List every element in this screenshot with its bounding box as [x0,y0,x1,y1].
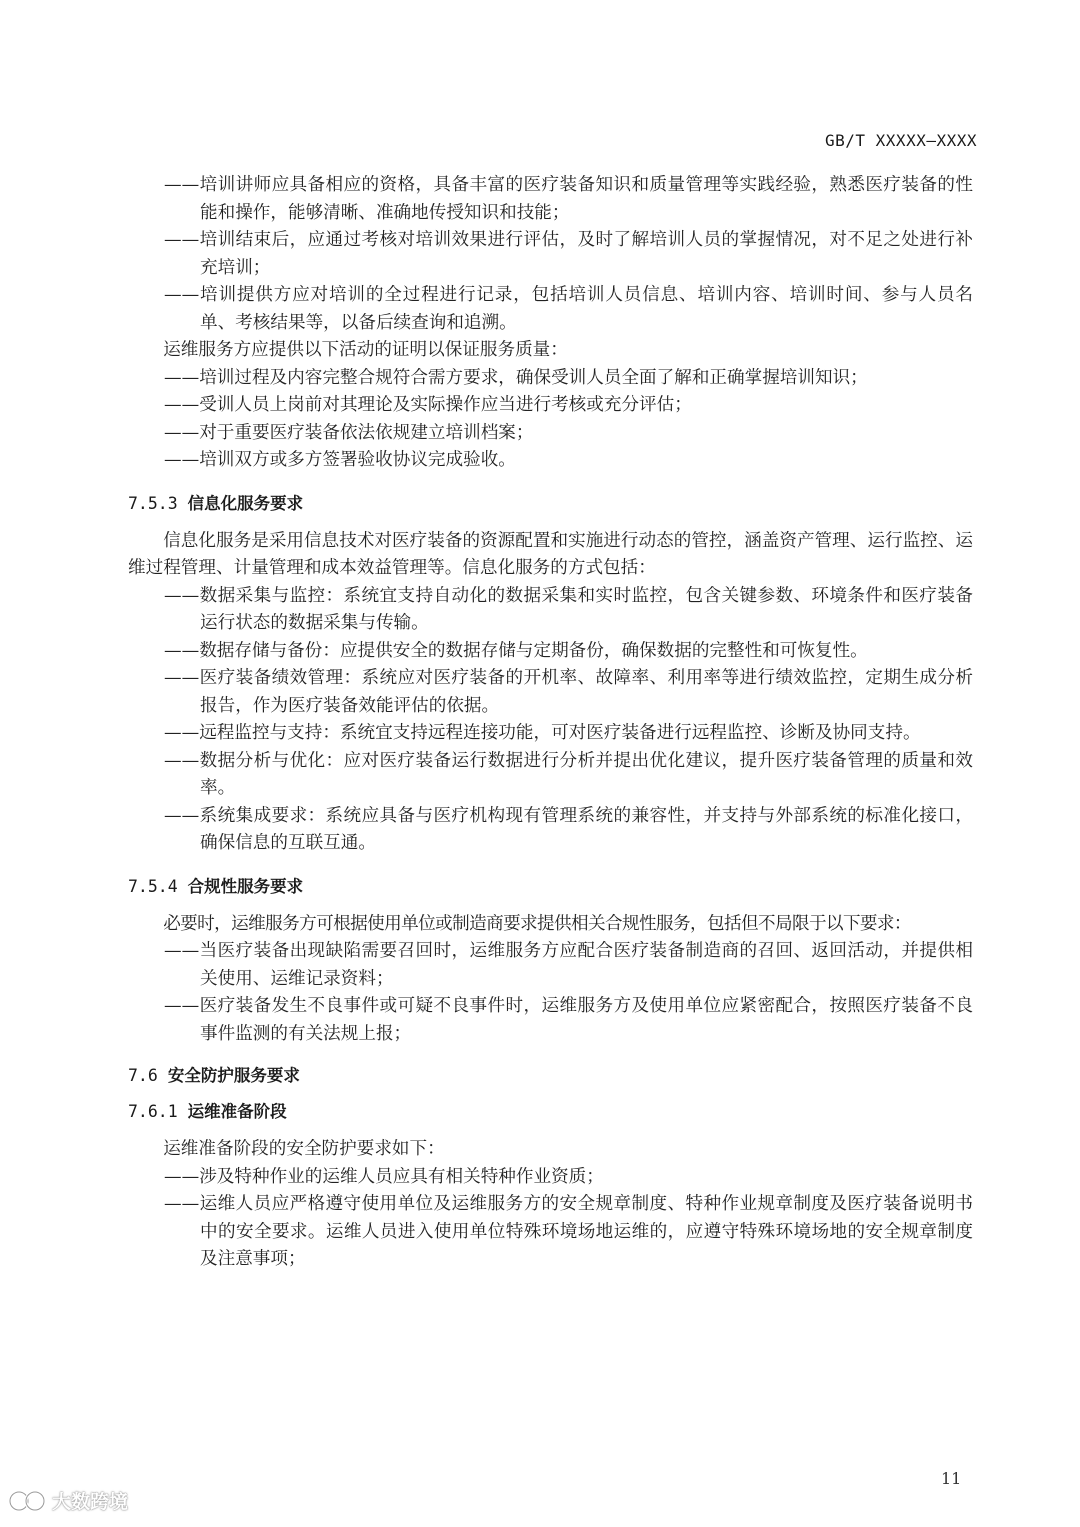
section-number: 7.6.1 [128,1102,178,1121]
section-intro: 信息化服务是采用信息技术对医疗装备的资源配置和实施进行动态的管控，涵盖资产管理、运行监控、运维过程管理、计量管理和成本效益管理等。信息化服务的方式包括： [128,530,973,578]
list-item: ——远程监控与支持：系统宜支持远程连接功能，可对医疗装备进行远程监控、诊断及协同支持。 [164,723,921,743]
section-title: 安全防护服务要求 [167,1066,300,1085]
document-body [128,172,973,1274]
list-item: ——对于重要医疗装备依法依规建立培训档案； [164,422,534,443]
proof-intro: 运维服务方应提供以下活动的证明以保证服务质量： [163,340,568,360]
section-heading-7-6 [128,1062,973,1086]
list-item: ——当医疗装备出现缺陷需要召回时，运维服务方应配合医疗装备制造商的召回、返回活动，并提供相关使用、运维记录资料； [164,941,973,989]
list-item: ——医疗装备发生不良事件或可疑不良事件时，运维服务方及使用单位应紧密配合，按照医疗装备不良事件监测的有关法规上报； [164,996,973,1044]
list-item: ——培训提供方应对培训的全过程进行记录，包括培训人员信息、培训内容、培训时间、参与人员名单、考核结果等，以备后续查询和追溯。 [164,285,973,333]
list-item: ——数据存储与备份：应提供安全的数据存储与定期备份，确保数据的完整性和可恢复性。 [164,640,868,661]
standard-number: GB/T XXXXX—XXXX [825,131,977,150]
list-item: ——数据分析与优化：应对医疗装备运行数据进行分析并提出优化建议，提升医疗装备管理的质量和效率。 [164,750,973,798]
list-item: ——培训讲师应具备相应的资格，具备丰富的医疗装备知识和质量管理等实践经验，熟悉医疗装备的性能和操作，能够清晰、准确地传授知识和技能； [164,175,973,223]
section-heading-7-6-1 [128,1098,973,1122]
list-item: ——受训人员上岗前对其理论及实际操作应当进行考核或充分评估； [164,395,692,415]
section-title: 运维准备阶段 [187,1102,287,1121]
list-item: ——运维人员应严格遵守使用单位及运维服务方的安全规章制度、特种作业规章制度及医疗装备说明书中的安全要求。运维人员进入使用单位特殊环境场地运维的，应遵守特殊环境场地的安全规章制度及注意事项； [164,1194,973,1269]
list-item: ——培训双方或多方签署验收协议完成验收。 [164,450,516,470]
list-item: ——数据采集与监控：系统宜支持自动化的数据采集和实时监控，包含关键参数、环境条件和医疗装备运行状态的数据采集与传输。 [164,585,973,633]
watermark-logo-icon [8,1488,48,1514]
section-number: 7.5.4 [128,876,178,896]
section-title: 合规性服务要求 [187,876,304,896]
section-number: 7.5.3 [128,493,178,513]
page-number: 11 [941,1469,962,1488]
list-item: ——涉及特种作业的运维人员应具有相关特种作业资质； [164,1166,604,1187]
section-number: 7.6 [128,1066,158,1085]
watermark [8,1487,128,1514]
section-heading-7-5-3 [128,490,973,514]
section-heading-7-5-4 [128,873,973,897]
section-intro: 必要时，运维服务方可根据使用单位或制造商要求提供相关合规性服务，包括但不局限于以下要求： [163,913,911,934]
section-title: 信息化服务要求 [187,493,304,513]
list-item: ——医疗装备绩效管理：系统应对医疗装备的开机率、故障率、利用率等进行绩效监控，定期生成分析报告，作为医疗装备效能评估的依据。 [164,668,973,716]
list-item: ——系统集成要求：系统应具备与医疗机构现有管理系统的兼容性，并支持与外部系统的标准化接口，确保信息的互联互通。 [164,805,973,853]
watermark-text: 大数跨境 [52,1491,129,1513]
section-intro: 运维准备阶段的安全防护要求如下： [163,1139,445,1159]
list-item: ——培训结束后，应通过考核对培训效果进行评估，及时了解培训人员的掌握情况，对不足之处进行补充培训； [164,230,973,278]
list-item: ——培训过程及内容完整合规符合需方要求，确保受训人员全面了解和正确掌握培训知识； [164,367,868,388]
